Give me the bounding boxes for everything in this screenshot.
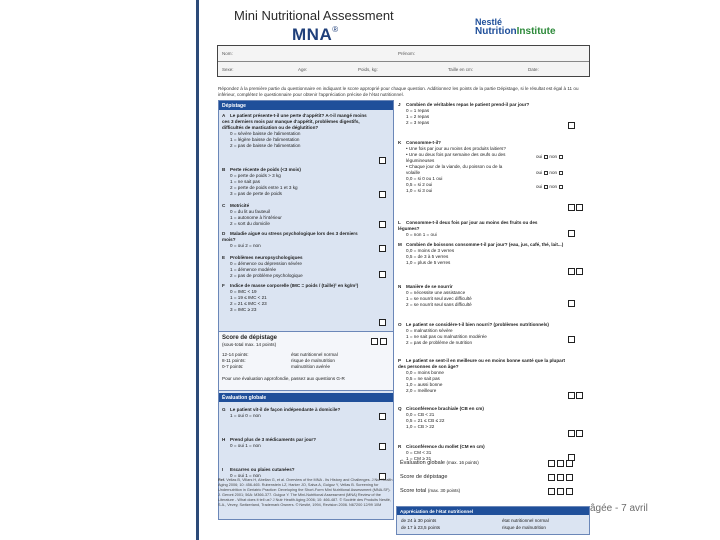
brand-line-1: Nestlé: [475, 17, 503, 27]
question-options: [398, 412, 558, 430]
document-title: Mini Nutritional Assessment: [234, 8, 394, 23]
score-box-c[interactable]: [379, 221, 386, 228]
score-box-b[interactable]: [379, 191, 386, 198]
field-date: Date:: [528, 67, 539, 72]
references: [218, 478, 393, 508]
field-age: Age:: [298, 67, 308, 72]
option: 1 = légère baisse de l'alimentation: [230, 137, 300, 142]
no-label: non: [549, 170, 558, 175]
option: 1,0 = si 3 oui: [406, 188, 433, 193]
result-box-global-2[interactable]: [557, 460, 564, 467]
score-box-q-1[interactable]: [568, 430, 575, 437]
option: 2 = pas de problème de nutrition: [406, 340, 473, 345]
field-taille: Taille en cm:: [448, 67, 474, 72]
nutritional-status-header: Appréciation de l'état nutritionnel: [397, 507, 589, 515]
option: 1,0 = aussi bonne: [406, 382, 443, 387]
result-box-global-1[interactable]: [548, 460, 555, 467]
no-label: non: [549, 154, 558, 159]
option: 0 = oui 1 = non: [230, 473, 261, 478]
result-sub: (max. 16 points): [446, 460, 479, 465]
question-m: [398, 242, 568, 266]
question-letter: P: [398, 358, 402, 363]
id-row-1: [218, 46, 589, 62]
mna-form-document: [200, 0, 590, 535]
question-title: Problèmes neuropsychologiques: [230, 255, 303, 260]
score-row-3-status: malnutrition avérée: [291, 364, 331, 369]
status-row-2-points: de 17 à 23,5 points: [401, 525, 441, 530]
option: 0 = non 1 = oui: [406, 232, 437, 237]
question-title: Consomme-t-il deux fois par jour au moins des fruits ou des légumes?: [398, 220, 538, 231]
field-poids: Poids, kg:: [358, 67, 378, 72]
result-screening: [400, 474, 447, 480]
option: 1,0 = plus de 5 verres: [406, 260, 451, 265]
option: 0,5 = de 3 à 5 verres: [406, 254, 449, 259]
result-total: [400, 488, 460, 494]
question-letter: L: [398, 220, 401, 225]
result-box-total-2[interactable]: [557, 488, 564, 495]
yes-no-3: [536, 184, 563, 190]
global-evaluation-header: Évaluation globale: [219, 393, 393, 402]
question-options: [398, 328, 568, 346]
question-letter: A: [222, 113, 226, 118]
yes-no-1: [536, 154, 563, 160]
option: 1 = oui 0 = non: [230, 413, 261, 418]
question-title: Le patient présente-t-il une perte d'appétit? A-t-il mangé moins ces 3 derniers mois par manque d'appétit, problèmes digestifs, difficultés de mastication ou de déglutition?: [222, 113, 367, 130]
option: 0,5 = ne sait pas: [406, 376, 440, 381]
score-box-m-2[interactable]: [576, 268, 583, 275]
score-row-2-points: 8-11 points:: [222, 358, 246, 363]
option: 0 = oui 1 = non: [230, 443, 261, 448]
instructions-text: Répondez à la première partie du questionnaire en indiquant le score approprié pour chaque question. Additionnez les points de la partie Dépistage, si le résultat est égal à 11 ou inférieur, complétez le questionnaire pour obtenir l'appréciation précise de l'état nutritionnel.: [218, 86, 579, 97]
option: 1 = se nourrit seul avec difficulté: [406, 296, 472, 301]
question-options: [398, 370, 568, 394]
question-options: [398, 232, 558, 238]
status-row-1-label: état nutritionnel normal: [502, 518, 549, 523]
field-prenom: Prénom:: [398, 51, 416, 56]
option: 0 = perte de poids > 3 kg: [230, 173, 281, 178]
option: 0,5 = 21 ≤ CB ≤ 22: [406, 418, 445, 423]
question-options: [222, 443, 372, 449]
result-label: Score de dépistage: [400, 474, 448, 480]
result-box-global-3[interactable]: [566, 460, 573, 467]
option: 0,0 = si 0 ou 1 oui: [406, 176, 443, 181]
result-box-screening-3[interactable]: [566, 474, 573, 481]
option: • Chaque jour de la viande, du poisson ou de la volaille: [406, 164, 503, 175]
option: 2 = sort du domicile: [230, 221, 270, 226]
option: 1 = CM ≥ 31: [406, 456, 432, 461]
option: 2 = se nourrit seul sans difficulté: [406, 302, 472, 307]
question-options: [222, 131, 372, 149]
question-title: Le patient se considère-t-il bien nourri? (problèmes nutritionnels): [406, 322, 549, 327]
score-subtitle: (sous-total max. 14 points): [222, 342, 277, 347]
no-checkbox[interactable]: [559, 171, 563, 175]
result-box-total-3[interactable]: [566, 488, 573, 495]
option: 0 = 1 repas: [406, 108, 430, 113]
option: 0 = oui 2 = non: [230, 243, 261, 248]
option: 0 = sévère baisse de l'alimentation: [230, 131, 301, 136]
option: 1,0 = CB > 22: [406, 424, 435, 429]
question-options: [398, 290, 558, 308]
option: 2 = perte de poids entre 1 et 3 kg: [230, 185, 298, 190]
question-options: [398, 146, 516, 194]
slide-footer-text: âgée - 7 avril: [590, 503, 648, 514]
option: 0,5 = si 2 oui: [406, 182, 433, 187]
question-title: Consomme-t-il?: [406, 140, 441, 145]
question-n: [398, 284, 558, 308]
option: 0,0 = moins de 3 verres: [406, 248, 455, 253]
question-b: [222, 167, 372, 197]
option: 0,0 = moins bonne: [406, 370, 444, 375]
score-box-k-2[interactable]: [576, 204, 583, 211]
screening-score-band: [219, 331, 393, 391]
result-box-screening-2[interactable]: [557, 474, 564, 481]
mna-logo-text: MNA: [292, 25, 333, 44]
question-a: [222, 113, 372, 149]
option: 0 = malnutrition sévère: [406, 328, 453, 333]
option: 3 = pas de perte de poids: [230, 191, 282, 196]
references-label: Ref.: [218, 478, 226, 482]
question-f: [222, 283, 372, 313]
result-global: [400, 460, 479, 466]
score-box-g[interactable]: [379, 413, 386, 420]
question-letter: N: [398, 284, 402, 289]
result-sub: (max. 30 points): [427, 488, 461, 493]
question-title: Circonférence brachiale (CB en cm): [406, 406, 484, 411]
yes-checkbox[interactable]: [544, 171, 548, 175]
question-letter: H: [222, 437, 226, 442]
option: 2 = pas de baisse de l'alimentation: [230, 143, 301, 148]
result-label: Score total: [400, 488, 427, 494]
status-row-2-label: risque de malnutrition: [502, 525, 546, 530]
question-letter: J: [398, 102, 401, 107]
no-checkbox[interactable]: [559, 155, 563, 159]
question-title: Prend plus de 3 médicaments par jour?: [230, 437, 317, 442]
score-box-a[interactable]: [379, 157, 386, 164]
option: 0 = nécessite une assistance: [406, 290, 466, 295]
nutritional-status-box: [396, 506, 590, 535]
yes-checkbox[interactable]: [544, 185, 548, 189]
question-options: [222, 413, 372, 419]
option: 1 = ne sait pas: [230, 179, 261, 184]
yes-label: oui: [536, 154, 543, 159]
yes-checkbox[interactable]: [544, 155, 548, 159]
score-box-f[interactable]: [379, 319, 386, 326]
question-title: Combien de boissons consomme-t-il par jour? (eau, jus, café, thé, lait...): [406, 242, 564, 247]
question-options: [222, 173, 372, 197]
option: 1 = 2 repas: [406, 114, 430, 119]
yes-no-2: [536, 170, 563, 176]
score-box-h[interactable]: [379, 443, 386, 450]
score-row-3-points: 0-7 points:: [222, 364, 244, 369]
question-d: [222, 231, 372, 249]
score-row-1-status: état nutritionnel normal: [291, 352, 338, 357]
score-box-d[interactable]: [379, 245, 386, 252]
question-l: [398, 220, 558, 238]
score-box-screening-1[interactable]: [371, 338, 378, 345]
field-sexe: Sexe:: [222, 67, 234, 72]
question-e: [222, 255, 372, 279]
question-letter: Q: [398, 406, 402, 411]
question-letter: F: [222, 283, 225, 288]
screening-column: [218, 100, 394, 520]
slide-frame-left-edge: [196, 0, 199, 540]
screening-header: Dépistage: [219, 101, 393, 110]
question-q: [398, 406, 558, 430]
score-box-m-1[interactable]: [568, 268, 575, 275]
question-letter: G: [222, 407, 226, 412]
score-box-j[interactable]: [568, 122, 575, 129]
question-letter: M: [398, 242, 402, 247]
score-box-q-2[interactable]: [576, 430, 583, 437]
brand-line-2a: Nutrition: [475, 26, 517, 37]
option: • Une ou deux fois par semaine des œufs ou des légumineuses: [406, 152, 506, 163]
option: 0,0 = CB < 21: [406, 412, 435, 417]
question-options: [222, 243, 372, 249]
score-box-p-1[interactable]: [568, 392, 575, 399]
question-options: [222, 261, 372, 279]
score-box-l[interactable]: [568, 230, 575, 237]
mna-logo: [292, 25, 339, 45]
question-letter: K: [398, 140, 402, 145]
option: 0 = démence ou dépression sévère: [230, 261, 302, 266]
question-letter: E: [222, 255, 226, 260]
question-h: [222, 437, 372, 449]
question-options: [398, 108, 558, 126]
registered-mark: ®: [332, 25, 339, 34]
option: 1 = autonome à l'intérieur: [230, 215, 282, 220]
option: 0 = IMC < 19: [230, 289, 257, 294]
option: 2 = 21 ≤ IMC < 23: [230, 301, 267, 306]
question-title: Le patient se sent-il en meilleure ou en moins bonne santé que la plupart des personnes de son âge?: [398, 358, 566, 369]
question-letter: D: [222, 231, 226, 236]
option: 0 = CM < 31: [406, 450, 432, 455]
question-j: [398, 102, 558, 126]
result-box-total-1[interactable]: [548, 488, 555, 495]
score-box-e[interactable]: [379, 271, 386, 278]
score-note: Pour une évaluation approfondie, passez aux questions G-R: [222, 376, 345, 381]
brand-line-2b: Institute: [516, 26, 556, 37]
results-band: [400, 458, 572, 506]
id-row-2: [218, 62, 589, 78]
question-options: [398, 248, 568, 266]
option: 0 = du lit au fauteuil: [230, 209, 270, 214]
question-letter: I: [222, 467, 224, 472]
option: 2 = pas de problème psychologique: [230, 273, 303, 278]
question-letter: C: [222, 203, 226, 208]
question-letter: R: [398, 444, 402, 449]
no-label: non: [549, 184, 558, 189]
patient-identification-box: [217, 45, 590, 77]
no-checkbox[interactable]: [559, 185, 563, 189]
result-box-screening-1[interactable]: [548, 474, 555, 481]
option: 1 = 19 ≤ IMC < 21: [230, 295, 267, 300]
question-c: [222, 203, 372, 227]
score-box-o[interactable]: [568, 336, 575, 343]
score-row-1-points: 12-14 points:: [222, 352, 249, 357]
score-box-screening-2[interactable]: [380, 338, 387, 345]
nestle-nutrition-institute-logo: [475, 17, 556, 37]
question-options: [222, 289, 372, 313]
question-title: Perte récente de poids (<3 mois): [230, 167, 301, 172]
question-title: Motricité: [230, 203, 250, 208]
question-title: Maladie aiguë ou stress psychologique lors des 3 derniers mois?: [222, 231, 358, 242]
result-label: Évaluation globale: [400, 460, 445, 466]
references-text: Vellas B, Villars H, Abellan G, et al. Overview of the MNA - Its History and Challenges. J Nut Health Aging 2006; 10: 456-465. Rubenstein LZ, Harker JO, Salva A, Guigoz Y, Vellas B. Screening for Undernutrition in Geriatric Practice: Developing the Short-Form Mini Nutritional Assessment (MNA-SF). J. Geront 2001; 56A: M366-377. Guigoz Y. The Mini-Nutritional Assessment (MNA) Review of the Literature - What does it tell us? J Nutr Health Aging 2006; 10: 466-487. © Société des Produits Nestlé, S.A., Vevey, Switzerland, Trademark Owners. © Nestlé, 1994, Revision 2006. N67200 12/99 10M: [218, 478, 393, 507]
question-title: Combien de véritables repas le patient prend-il par jour?: [406, 102, 530, 107]
question-letter: O: [398, 322, 402, 327]
question-title: Manière de se nourrir: [406, 284, 453, 289]
yes-label: oui: [536, 170, 543, 175]
option: • Une fois par jour au moins des produits laitiers?: [406, 146, 506, 151]
question-title: Indice de masse corporelle (IMC = poids / (taille)² en kg/m²): [230, 283, 359, 288]
option: 3 = IMC ≥ 23: [230, 307, 257, 312]
score-box-n[interactable]: [568, 300, 575, 307]
score-box-p-2[interactable]: [576, 392, 583, 399]
field-nom: Nom:: [222, 51, 233, 56]
brand-line-2: [475, 27, 556, 37]
score-title: Score de dépistage: [222, 335, 278, 341]
yes-label: oui: [536, 184, 543, 189]
option: 1 = démence modérée: [230, 267, 277, 272]
question-g: [222, 407, 372, 419]
question-title: Le patient vit-il de façon indépendante à domicile?: [230, 407, 341, 412]
question-p: [398, 358, 568, 394]
question-letter: B: [222, 167, 226, 172]
status-row-1-points: de 24 à 30 points: [401, 518, 437, 523]
option: 2,0 = meilleure: [406, 388, 437, 393]
score-box-k-1[interactable]: [568, 204, 575, 211]
question-o: [398, 322, 568, 346]
option: 1 = ne sait pas ou malnutrition modérée: [406, 334, 487, 339]
option: 2 = 3 repas: [406, 120, 430, 125]
score-row-2-status: risque de malnutrition: [291, 358, 335, 363]
question-options: [222, 209, 372, 227]
question-title: Escarres ou plaies cutanées?: [230, 467, 295, 472]
question-title: Circonférence du mollet (CM en cm): [406, 444, 485, 449]
